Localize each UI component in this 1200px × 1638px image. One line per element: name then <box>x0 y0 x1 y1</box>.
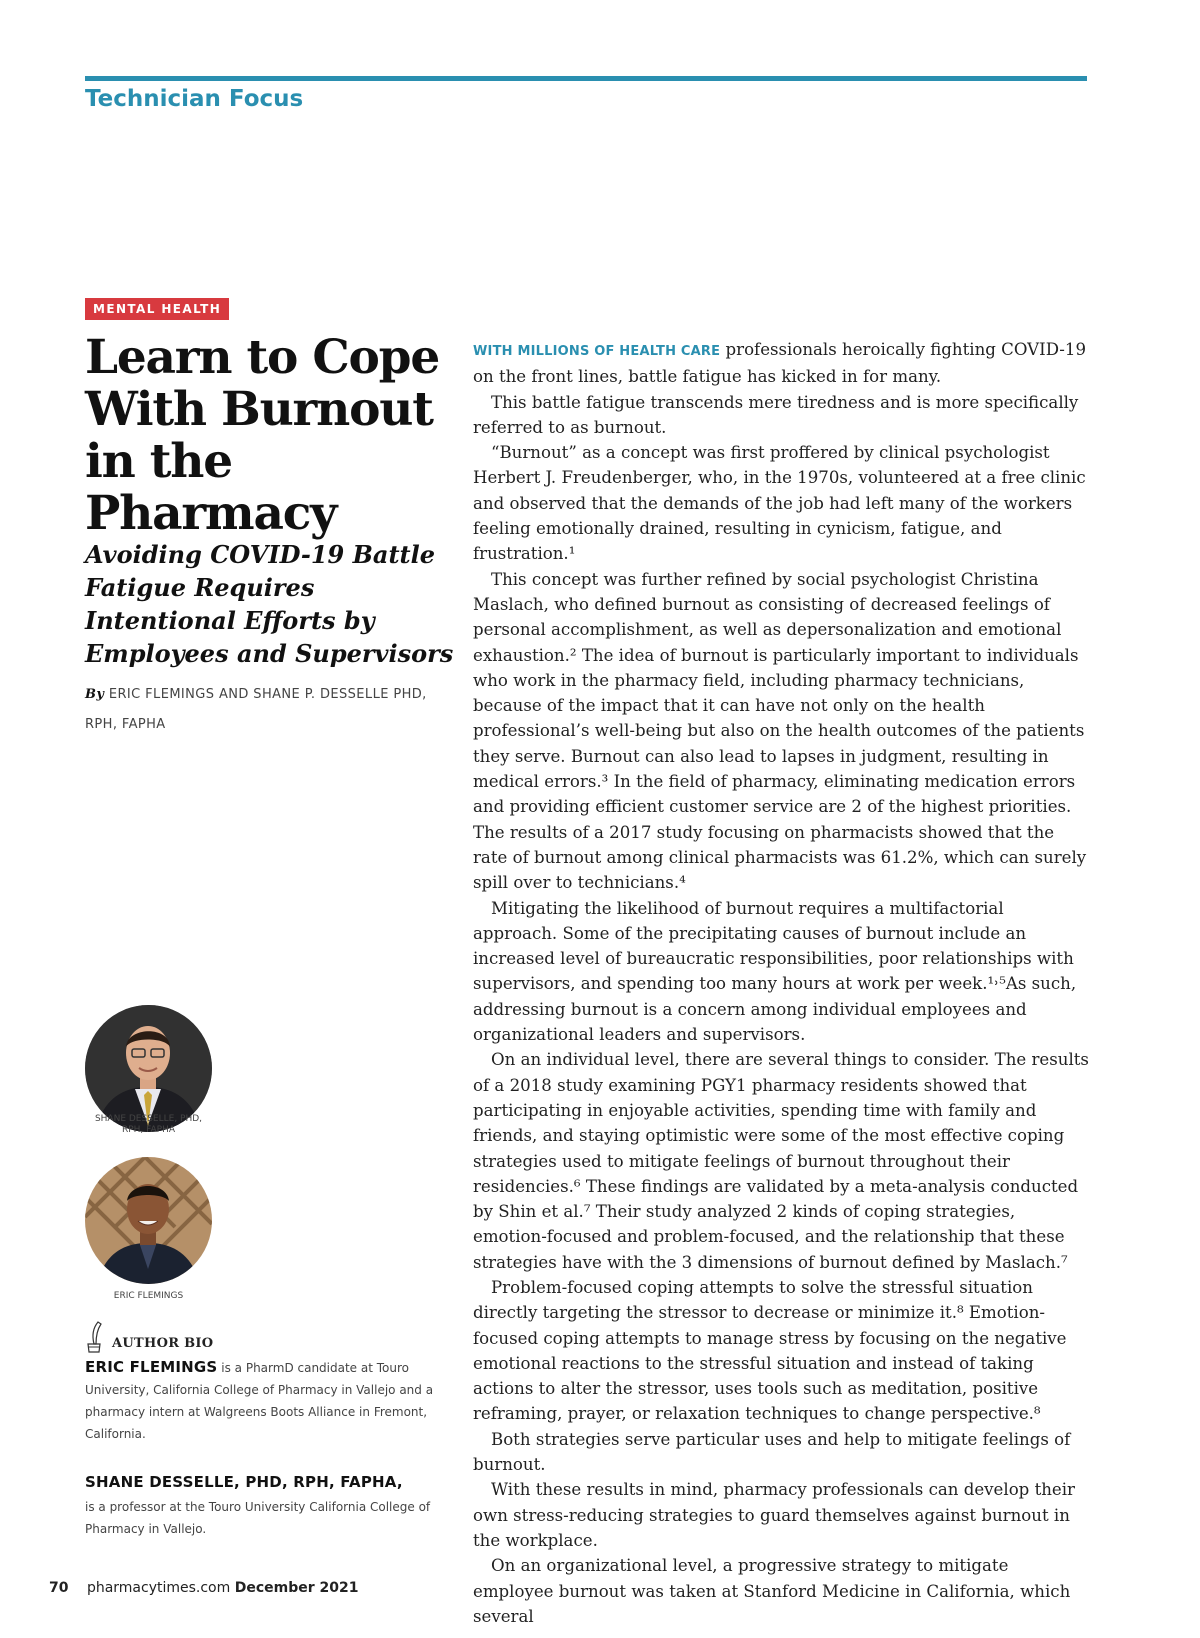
author-bio-header <box>85 1320 385 1356</box>
page-number: 70 <box>49 1580 69 1596</box>
bio-name: ERIC FLEMINGS <box>85 1358 218 1376</box>
page-footer <box>49 1580 358 1596</box>
body-paragraph: WITH MILLIONS OF HEALTH CARE professionals heroically fighting COVID-19 on the front lines, battle fatigue has kicked in for many. <box>473 340 1087 387</box>
body-paragraph: On an organizational level, a progressive strategy to mitigate employee burnout was taken at Stanford Medicine in California, which several <box>473 1556 1071 1626</box>
header-rule <box>85 76 1087 81</box>
author-photo-flemings <box>85 1157 212 1284</box>
article-body <box>473 337 1093 1629</box>
footer-issue: December 2021 <box>234 1580 359 1596</box>
section-title: Technician Focus <box>85 86 304 112</box>
bio-text: is a professor at the Touro University California College of Pharmacy in Vallejo. <box>85 1500 431 1536</box>
body-paragraph: This battle fatigue transcends mere tiredness and is more specifically referred to as burnout. <box>473 392 1079 437</box>
body-paragraph: With these results in mind, pharmacy professionals can develop their own stress-reducing strategies to guard themselves against burnout in the workplace. <box>473 1480 1075 1550</box>
bio-name: SHANE DESSELLE, PHD, RPH, FAPHA, <box>85 1473 403 1491</box>
byline <box>85 680 445 740</box>
body-paragraph: Problem-focused coping attempts to solve the stressful situation directly targeting the stressor to decrease or minimize it.⁸ Emotion-focused coping attempts to manage stress by focusing on the negative emotional reactions to the stressful situation and instead of taking actions to alter the stressor, uses tools such as meditation, positive reframing, prayer, or relaxation techniques to change perspective.⁸ <box>473 1277 1067 1424</box>
lead-in: WITH MILLIONS OF HEALTH CARE <box>473 344 721 359</box>
pencil-icon <box>85 1320 105 1354</box>
photo-caption-desselle: SHANE DESSELLE, PHD, RPH, FAPHA <box>94 1114 203 1135</box>
byline-authors: ERIC FLEMINGS AND SHANE P. DESSELLE PHD, RPH, FAPHA <box>85 687 427 732</box>
footer-site: pharmacytimes.com <box>86 1580 231 1596</box>
bio-entry-desselle <box>85 1468 445 1540</box>
body-paragraph: This concept was further refined by social psychologist Christina Maslach, who defined burnout as consisting of decreased feelings of personal accomplishment, as well as depersonalization and emotional exhaustion.² The idea of burnout is particularly important to individuals who work in the pharmacy field, including pharmacy technicians, because of the impact that it can have not only on the health professional’s well-being but also on the health outcomes of the patients they serve. Burnout can also lead to lapses in judgment, resulting in medical errors.³ In the field of pharmacy, eliminating medication errors and providing efficient customer service are 2 of the highest priorities. The results of a 2017 study focusing on pharmacists showed that the rate of burnout among clinical pharmacists was 61.2%, which can surely spill over to technicians.⁴ <box>473 569 1087 893</box>
body-paragraph: Both strategies serve particular uses and help to mitigate feelings of burnout. <box>473 1429 1071 1475</box>
author-bio-label: AUTHOR BIO <box>112 1336 214 1351</box>
body-paragraph: Mitigating the likelihood of burnout requires a multifactorial approach. Some of the precipitating causes of burnout include an increased level of bureaucratic responsibilities, poor relationships with supervisors, and spending too many hours at work per week.¹˒⁵As such, addressing burnout is a concern among individual employees and organizational leaders and supervisors. <box>473 898 1077 1045</box>
article-subtitle: Avoiding COVID-19 Battle Fatigue Requires Intentional Efforts by Employees and Supervisors <box>85 540 454 668</box>
photo-caption-flemings: ERIC FLEMINGS <box>113 1291 184 1301</box>
bio-text: is a PharmD candidate at Touro University, California College of Pharmacy in Vallejo and a pharmacy intern at Walgreens Boots Alliance in Fremont, California. <box>85 1361 434 1441</box>
category-tag: MENTAL HEALTH <box>85 298 229 320</box>
bio-entry-flemings <box>85 1356 445 1445</box>
body-paragraph: On an individual level, there are several things to consider. The results of a 2018 study examining PGY1 pharmacy residents showed that participating in enjoyable activities, spending time with family and friends, and staying optimistic were some of the most effective coping strategies used to mitigate feelings of burnout throughout their residencies.⁶ These findings are validated by a meta-analysis conducted by Shin et al.⁷ Their study analyzed 2 kinds of coping strategies, emotion-focused and problem-focused, and the relationship that these strategies have with the 3 dimensions of burnout defined by Maslach.⁷ <box>473 1050 1089 1272</box>
byline-by: By <box>85 687 105 702</box>
author-photo-desselle <box>85 1005 212 1132</box>
article-title: Learn to Cope With Burnout in the Pharmacy <box>85 330 440 541</box>
body-paragraph: “Burnout” as a concept was first proffered by clinical psychologist Herbert J. Freudenberger, who, in the 1970s, volunteered at a free clinic and observed that the demands of the job had left many of the workers feeling emotionally drained, resulting in cynicism, fatigue, and frustration.¹ <box>473 443 1086 564</box>
